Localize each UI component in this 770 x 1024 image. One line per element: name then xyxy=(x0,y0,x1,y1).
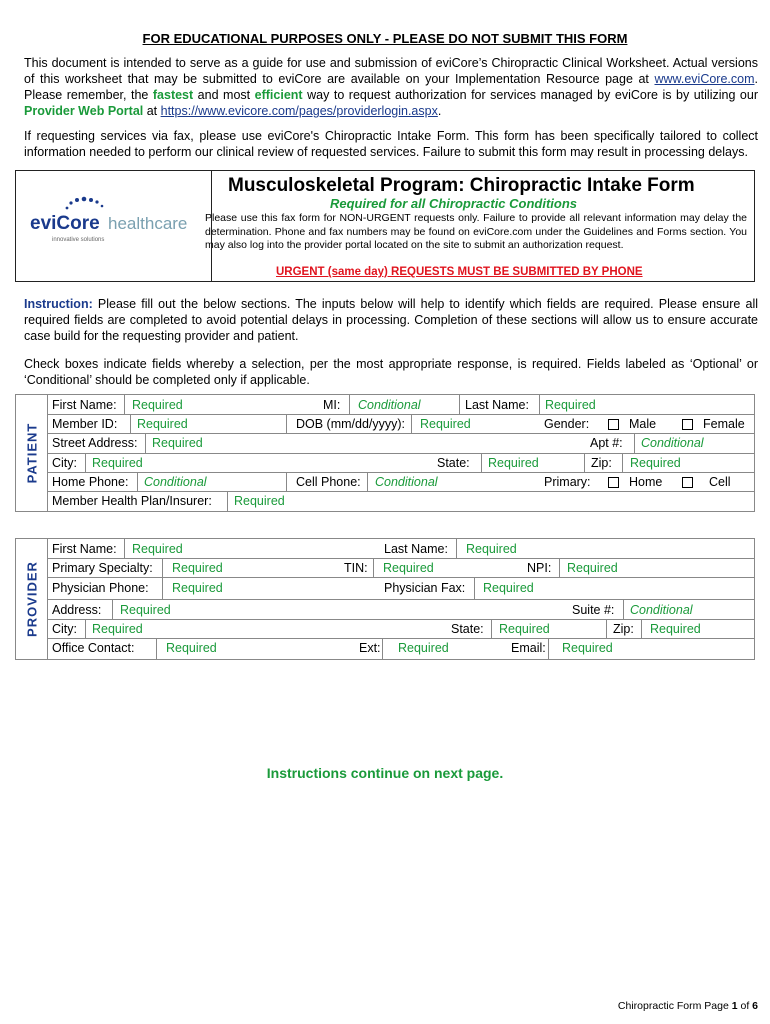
provider-phone-label: Physician Phone: xyxy=(52,581,149,595)
provider-address-field[interactable]: Required xyxy=(120,603,171,617)
patient-apt-label: Apt #: xyxy=(590,436,623,450)
provider-city-field[interactable]: Required xyxy=(92,622,143,636)
checkbox-note: Check boxes indicate fields whereby a selection, per the most appropriate response, is required. Fields labeled as ‘Optional’ or ‘Conditional’ should be completed only if applicable. xyxy=(24,357,758,387)
provider-email-label: Email: xyxy=(511,641,546,655)
provider-npi-label: NPI: xyxy=(527,561,552,575)
provider-tin-label: TIN: xyxy=(344,561,368,575)
provider-city-label: City: xyxy=(52,622,77,636)
provider-address-label: Address: xyxy=(52,603,102,617)
provider-sidebar: PROVIDER xyxy=(16,539,48,659)
urgent-notice: URGENT (same day) REQUESTS MUST BE SUBMITTED BY PHONE xyxy=(276,266,643,278)
patient-dob-field[interactable]: Required xyxy=(420,417,471,431)
evicore-link[interactable]: www.eviCore.com xyxy=(654,72,755,86)
primary-cell-label: Cell xyxy=(709,475,731,489)
patient-home-phone-label: Home Phone: xyxy=(52,475,129,489)
provider-first-name-field[interactable]: Required xyxy=(132,542,183,556)
patient-state-field[interactable]: Required xyxy=(488,456,539,470)
patient-member-id-label: Member ID: xyxy=(52,417,118,431)
patient-street-label: Street Address: xyxy=(52,436,138,450)
patient-plan-field[interactable]: Required xyxy=(234,494,285,508)
provider-state-field[interactable]: Required xyxy=(499,622,550,636)
patient-cell-phone-label: Cell Phone: xyxy=(296,475,361,489)
patient-city-field[interactable]: Required xyxy=(92,456,143,470)
patient-cell-phone-field[interactable]: Conditional xyxy=(375,475,438,489)
provider-phone-field[interactable]: Required xyxy=(172,581,223,595)
provider-email-field[interactable]: Required xyxy=(562,641,613,655)
continue-note: Instructions continue on next page. xyxy=(266,765,504,781)
provider-portal-label: Provider Web Portal xyxy=(24,104,144,118)
patient-plan-label: Member Health Plan/Insurer: xyxy=(52,494,212,508)
patient-zip-label: Zip: xyxy=(591,456,612,470)
patient-gender-label: Gender: xyxy=(544,417,590,431)
gender-male-checkbox[interactable] xyxy=(608,419,619,430)
provider-specialty-label: Primary Specialty: xyxy=(52,561,153,575)
gender-female-label: Female xyxy=(703,417,745,431)
logo-brand: eviCore xyxy=(30,213,100,234)
patient-first-name-field[interactable]: Required xyxy=(132,398,183,412)
patient-last-name-label: Last Name: xyxy=(465,398,529,412)
provider-suite-label: Suite #: xyxy=(572,603,615,617)
provider-contact-field[interactable]: Required xyxy=(166,641,217,655)
provider-zip-label: Zip: xyxy=(613,622,634,636)
logo-tagline: innovative solutions xyxy=(52,237,105,243)
gender-female-checkbox[interactable] xyxy=(682,419,693,430)
provider-fax-field[interactable]: Required xyxy=(483,581,534,595)
patient-primary-label: Primary: xyxy=(544,475,591,489)
provider-ext-field[interactable]: Required xyxy=(398,641,449,655)
primary-home-label: Home xyxy=(629,475,663,489)
intro-paragraph-1: This document is intended to serve as a guide for use and submission of eviCore’s Chiropractic Clinical Worksheet. Actual versions of this worksheet that may be submitted to eviCore are available on your Implementation Resource page at www.eviCore.com. Please remember, the fastest and most efficient way to request authorization for services managed by eviCore is by utilizing our Provider Web Portal at https://www.evicore.com/pages/providerlogin.aspx. xyxy=(24,56,758,118)
instruction-paragraph: Instruction: Please fill out the below sections. The inputs below will help to identify which fields are required. Please ensure all required fields are completed to avoid potential delays in processing. Completion of these sections will allow us to ensure accurate case build for the requesting provider and patient. xyxy=(24,297,758,343)
form-title: Musculoskeletal Program: Chiropractic Intake Form xyxy=(228,175,695,196)
patient-apt-field[interactable]: Conditional xyxy=(641,436,704,450)
patient-last-name-field[interactable]: Required xyxy=(545,398,596,412)
primary-home-checkbox[interactable] xyxy=(608,477,619,488)
provider-state-label: State: xyxy=(451,622,484,636)
patient-member-id-field[interactable]: Required xyxy=(137,417,188,431)
patient-mi-label: MI: xyxy=(323,398,341,412)
provider-last-name-label: Last Name: xyxy=(384,542,448,556)
patient-section xyxy=(15,394,755,512)
provider-tin-field[interactable]: Required xyxy=(383,561,434,575)
provider-suite-field[interactable]: Conditional xyxy=(630,603,693,617)
gender-male-label: Male xyxy=(629,417,657,431)
provider-section xyxy=(15,538,755,660)
evicore-logo xyxy=(16,171,212,281)
logo-suffix: healthcare xyxy=(108,214,188,233)
patient-city-label: City: xyxy=(52,456,77,470)
educational-notice: FOR EDUCATIONAL PURPOSES ONLY - PLEASE DO NOT SUBMIT THIS FORM xyxy=(142,31,628,46)
provider-fax-label: Physician Fax: xyxy=(384,581,466,595)
provider-specialty-field[interactable]: Required xyxy=(172,561,223,575)
form-subtitle: Required for all Chiropractic Conditions xyxy=(330,196,578,211)
provider-ext-label: Ext: xyxy=(359,641,381,655)
patient-first-name-label: First Name: xyxy=(52,398,117,412)
provider-first-name-label: First Name: xyxy=(52,542,117,556)
patient-street-field[interactable]: Required xyxy=(152,436,203,450)
patient-zip-field[interactable]: Required xyxy=(630,456,681,470)
patient-mi-field[interactable]: Conditional xyxy=(358,398,421,412)
patient-sidebar: PATIENT xyxy=(16,395,48,511)
patient-dob-label: DOB (mm/dd/yyyy): xyxy=(296,417,406,431)
provider-contact-label: Office Contact: xyxy=(52,641,135,655)
intro-paragraph-2: If requesting services via fax, please use eviCore's Chiropractic Intake Form. This form has been specifically tailored to collect information needed to perform our clinical review of requested services. Failure to submit this form may result in processing delays. xyxy=(24,129,758,159)
patient-home-phone-field[interactable]: Conditional xyxy=(144,475,207,489)
page-footer: Chiropractic Form Page 1 of 6 xyxy=(617,1000,758,1012)
primary-cell-checkbox[interactable] xyxy=(682,477,693,488)
provider-login-link[interactable]: https://www.evicore.com/pages/providerlogin.aspx xyxy=(160,104,438,118)
provider-last-name-field[interactable]: Required xyxy=(466,542,517,556)
form-info: Please use this fax form for NON-URGENT requests only. Failure to provide all relevant information may delay the determination. Phone and fax numbers may be found on eviCore.com under the Guidelines and Forms section. You may also log into the provider portal located on the site to submit an authorization request. xyxy=(205,212,747,251)
provider-zip-field[interactable]: Required xyxy=(650,622,701,636)
patient-state-label: State: xyxy=(437,456,470,470)
provider-npi-field[interactable]: Required xyxy=(567,561,618,575)
